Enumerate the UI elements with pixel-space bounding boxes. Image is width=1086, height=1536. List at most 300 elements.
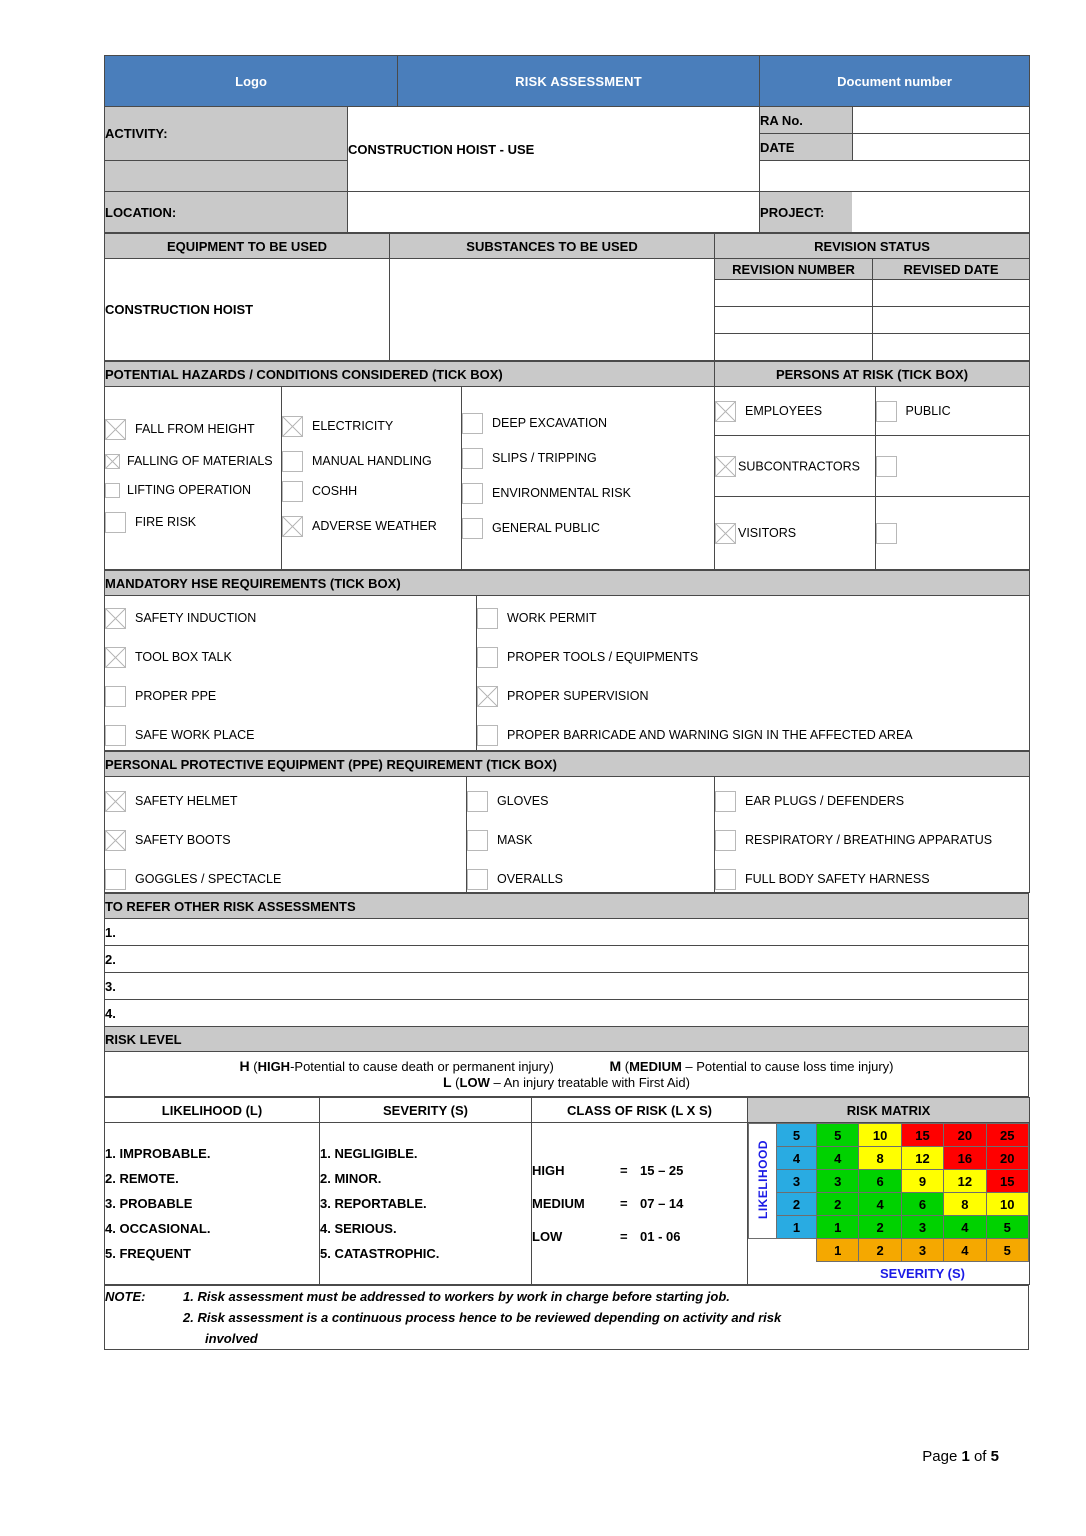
equipment-value[interactable]: CONSTRUCTION HOIST: [105, 259, 390, 361]
risk-def-medium: M (MEDIUM – Potential to cause loss time injury): [609, 1058, 894, 1074]
refer-row: [105, 919, 1029, 946]
severity-item: 2. MINOR.: [320, 1171, 382, 1186]
revised-date-value[interactable]: [873, 280, 1030, 307]
substances-value[interactable]: [390, 259, 715, 361]
refer-header-row: [105, 894, 1029, 919]
equipment-header: EQUIPMENT TO BE USED: [105, 234, 390, 259]
checkbox-checked-icon[interactable]: [105, 608, 126, 629]
person-label: EMPLOYEES: [745, 403, 823, 418]
checkbox-unchecked-icon[interactable]: [715, 869, 736, 890]
ppe-title: PERSONAL PROTECTIVE EQUIPMENT (PPE) REQUIREMENT (TICK BOX): [105, 752, 1030, 777]
likelihood-list: [105, 1123, 320, 1285]
hazard-label: LIFTING OPERATION: [127, 483, 252, 498]
class-key: LOW: [532, 1229, 563, 1244]
likelihood-axis-value: 2: [777, 1193, 817, 1216]
matrix-cell: 6: [901, 1193, 943, 1216]
checkbox-unchecked-icon[interactable]: [715, 830, 736, 851]
ppe-label: FULL BODY SAFETY HARNESS: [745, 872, 930, 886]
hse-checkbox-item[interactable]: [105, 686, 476, 707]
matrix-cell: 5: [986, 1216, 1028, 1239]
refer-row: [105, 1000, 1029, 1027]
ppe-body-row: [105, 777, 1030, 893]
person-checkbox-item[interactable]: [715, 456, 875, 477]
footer-current-page: 1: [961, 1448, 970, 1465]
document-number-header: Document number: [760, 56, 1030, 107]
checkbox-unchecked-icon[interactable]: [477, 725, 498, 746]
hazard-checkbox-item[interactable]: [462, 518, 714, 539]
severity-axis-value: 3: [901, 1239, 943, 1262]
checkbox-checked-icon[interactable]: [105, 830, 126, 851]
class-range: 01 - 06: [640, 1229, 681, 1244]
likelihood-axis-label: LIKELIHOOD: [749, 1124, 777, 1239]
ppe-checkbox-item[interactable]: [105, 830, 466, 851]
ppe-label: SAFETY BOOTS: [135, 833, 231, 847]
hse-checkbox-item[interactable]: [477, 686, 1029, 707]
project-label: PROJECT:: [760, 192, 852, 232]
scales-body-row: [105, 1123, 1030, 1285]
matrix-cell: 4: [859, 1193, 901, 1216]
person-public-cell: [875, 387, 1029, 436]
likelihood-axis-value: 4: [777, 1147, 817, 1170]
ppe-checkbox-item[interactable]: [105, 791, 466, 812]
hazard-label: ELECTRICITY: [312, 418, 394, 433]
ppe-label: GLOVES: [497, 794, 549, 808]
project-host: [760, 192, 1030, 233]
hazards-title: POTENTIAL HAZARDS / CONDITIONS CONSIDERED (TICK BOX): [105, 362, 715, 387]
ppe-checkbox-item[interactable]: [467, 869, 714, 890]
revision-number-value[interactable]: [715, 280, 873, 307]
matrix-cell: 2: [817, 1193, 859, 1216]
person-checkbox-item[interactable]: [715, 401, 875, 422]
revised-date-value[interactable]: [873, 307, 1030, 334]
hse-label: PROPER BARRICADE AND WARNING SIGN IN THE AFFECTED AREA: [507, 728, 913, 742]
revision-number-header: REVISION NUMBER: [715, 259, 873, 280]
risk-def-text: – Potential to cause loss time injury): [681, 1059, 894, 1074]
severity-item: 3. REPORTABLE.: [320, 1196, 427, 1211]
matrix-row-5: [749, 1124, 1029, 1147]
project-value[interactable]: [852, 192, 1029, 232]
class-of-risk-list: [532, 1123, 748, 1285]
class-range: 15 – 25: [640, 1163, 684, 1178]
hse-checkbox-item[interactable]: [477, 725, 1029, 746]
person-visitors-cell: [715, 497, 875, 570]
revision-number-value[interactable]: [715, 334, 873, 361]
matrix-cell: 12: [944, 1170, 986, 1193]
ra-date-spacer: [760, 161, 1030, 192]
matrix-severity-axis-row: [749, 1239, 1029, 1262]
likelihood-item: 1. IMPROBABLE.: [105, 1146, 211, 1161]
hse-label: WORK PERMIT: [507, 611, 597, 625]
checkbox-checked-icon[interactable]: [105, 419, 126, 440]
checkbox-unchecked-icon[interactable]: [876, 456, 897, 477]
note-list: [183, 1286, 983, 1349]
hazard-checkbox-item[interactable]: [105, 419, 281, 440]
footer-total-pages: 5: [990, 1448, 999, 1465]
checkbox-unchecked-icon[interactable]: [715, 791, 736, 812]
severity-axis-value: 5: [986, 1239, 1028, 1262]
checkbox-checked-icon[interactable]: [715, 401, 736, 422]
class-range: 07 – 14: [640, 1196, 684, 1211]
checkbox-unchecked-icon[interactable]: [467, 869, 488, 890]
matrix-cell: 6: [859, 1170, 901, 1193]
person-blank-cell-1: [875, 436, 1029, 497]
checkbox-unchecked-icon[interactable]: [462, 413, 483, 434]
ppe-table: [104, 751, 1030, 893]
checkbox-unchecked-icon[interactable]: [477, 608, 498, 629]
hse-body-row: [105, 596, 1030, 751]
risk-level-header-row: [105, 1027, 1029, 1052]
severity-item: 4. SERIOUS.: [320, 1221, 397, 1236]
ra-date-subtable: [760, 107, 1029, 160]
equipment-body-row: [105, 259, 1030, 280]
ra-no-row: [760, 107, 1029, 134]
refer-item-2[interactable]: 2.: [105, 946, 1029, 973]
risk-level-definitions: [105, 1052, 1029, 1097]
checkbox-checked-icon[interactable]: [282, 516, 303, 537]
activity-label-spacer: [105, 161, 348, 192]
hazard-label: COSHH: [312, 483, 358, 498]
class-key: MEDIUM: [532, 1196, 585, 1211]
matrix-cell: 12: [901, 1147, 943, 1170]
refer-table: [104, 893, 1029, 1097]
hazard-checkbox-item[interactable]: [282, 416, 461, 437]
revised-date-value[interactable]: [873, 334, 1030, 361]
matrix-row-1: [749, 1216, 1029, 1239]
risk-level-def-row: [105, 1052, 1029, 1097]
likelihood-item: 4. OCCASIONAL.: [105, 1221, 211, 1236]
risk-def-letter: L: [443, 1074, 452, 1090]
date-row: [760, 134, 1029, 161]
checkbox-checked-icon[interactable]: [477, 686, 498, 707]
risk-def-code: LOW: [459, 1075, 490, 1090]
revision-number-value[interactable]: [715, 307, 873, 334]
hse-label: PROPER SUPERVISION: [507, 689, 649, 703]
hazard-label: DEEP EXCAVATION: [492, 416, 608, 430]
matrix-severity-label-row: [749, 1262, 1029, 1285]
page-title: RISK ASSESSMENT: [398, 56, 760, 107]
activity-value[interactable]: CONSTRUCTION HOIST - USE: [348, 107, 760, 192]
ppe-label: EAR PLUGS / DEFENDERS: [745, 794, 905, 808]
revision-status-header: REVISION STATUS: [715, 234, 1030, 259]
class-eq: =: [620, 1196, 628, 1211]
checkbox-checked-icon[interactable]: [105, 454, 120, 469]
hse-table: [104, 570, 1030, 751]
footer-prefix: Page: [922, 1448, 962, 1465]
ppe-checkbox-item[interactable]: [715, 830, 1029, 851]
severity-item: 5. CATASTROPHIC.: [320, 1246, 440, 1261]
likelihood-item: 5. FREQUENT: [105, 1246, 191, 1261]
refer-title: TO REFER OTHER RISK ASSESSMENTS: [105, 894, 1029, 919]
risk-def-code: HIGH: [257, 1059, 291, 1074]
ppe-label: RESPIRATORY / BREATHING APPARATUS: [745, 833, 993, 847]
hazard-label: FALL FROM HEIGHT: [135, 421, 255, 436]
ra-date-subtable-host: [760, 107, 1030, 161]
hazard-checkbox-item[interactable]: [282, 451, 461, 472]
person-checkbox-item[interactable]: [715, 523, 875, 544]
matrix-cell: 9: [901, 1170, 943, 1193]
matrix-cell: 4: [817, 1147, 859, 1170]
page-footer: [104, 1448, 1029, 1465]
note-table: [104, 1285, 1029, 1350]
person-blank-cell-2: [875, 497, 1029, 570]
checkbox-checked-icon[interactable]: [282, 416, 303, 437]
persons-at-risk-table: [715, 387, 1029, 569]
checkbox-unchecked-icon[interactable]: [876, 401, 897, 422]
likelihood-axis-value: 3: [777, 1170, 817, 1193]
hazard-label: FIRE RISK: [135, 515, 197, 530]
checkbox-unchecked-icon[interactable]: [105, 725, 126, 746]
ppe-checkbox-item[interactable]: [467, 791, 714, 812]
ppe-column-3: [715, 777, 1030, 893]
matrix-cell: 10: [859, 1124, 901, 1147]
checkbox-unchecked-icon[interactable]: [282, 451, 303, 472]
risk-def-high: H (HIGH-Potential to cause death or permanent injury): [239, 1058, 554, 1074]
severity-axis-value: 1: [817, 1239, 859, 1262]
severity-label-spacer: [749, 1262, 777, 1285]
hse-checkbox-item[interactable]: [105, 647, 476, 668]
hazards-column-2: [282, 387, 462, 570]
likelihood-item: 2. REMOTE.: [105, 1171, 179, 1186]
matrix-cell: 4: [944, 1216, 986, 1239]
hse-checkbox-item[interactable]: [477, 647, 1029, 668]
matrix-cell: 5: [817, 1124, 859, 1147]
checkbox-unchecked-icon[interactable]: [105, 869, 126, 890]
project-row: [760, 192, 1029, 232]
person-checkbox-item[interactable]: [876, 456, 1030, 477]
location-label: LOCATION:: [105, 192, 348, 233]
ppe-column-2: [467, 777, 715, 893]
severity-list: [320, 1123, 532, 1285]
matrix-row-3: [749, 1170, 1029, 1193]
class-of-risk-header: CLASS OF RISK (L X S): [532, 1098, 748, 1123]
hse-label: SAFE WORK PLACE: [135, 728, 255, 742]
hazards-header-row: [105, 362, 1030, 387]
severity-axis-value: 4: [944, 1239, 986, 1262]
ppe-label: GOGGLES / SPECTACLE: [135, 872, 282, 886]
hazard-checkbox-item[interactable]: [105, 454, 281, 469]
matrix-cell: 8: [944, 1193, 986, 1216]
person-employees-cell: [715, 387, 875, 436]
checkbox-unchecked-icon[interactable]: [462, 518, 483, 539]
header-table: [104, 55, 1030, 233]
hse-checkbox-item[interactable]: [105, 608, 476, 629]
checkbox-unchecked-icon[interactable]: [467, 791, 488, 812]
location-row: [105, 192, 1030, 233]
ppe-label: MASK: [497, 833, 533, 847]
location-value[interactable]: [348, 192, 760, 233]
checkbox-unchecked-icon[interactable]: [462, 448, 483, 469]
person-checkbox-item[interactable]: [876, 401, 1030, 422]
activity-row: [105, 107, 1030, 161]
checkbox-unchecked-icon[interactable]: [462, 483, 483, 504]
substances-header: SUBSTANCES TO BE USED: [390, 234, 715, 259]
persons-at-risk-title: PERSONS AT RISK (TICK BOX): [715, 362, 1030, 387]
checkbox-checked-icon[interactable]: [715, 456, 736, 477]
likelihood-axis-value: 5: [777, 1124, 817, 1147]
matrix-cell: 25: [986, 1124, 1028, 1147]
hazard-checkbox-item[interactable]: [282, 481, 461, 502]
person-checkbox-item[interactable]: [876, 523, 1030, 544]
equipment-header-row: [105, 234, 1030, 259]
revised-date-header: REVISED DATE: [873, 259, 1030, 280]
checkbox-unchecked-icon[interactable]: [477, 647, 498, 668]
checkbox-unchecked-icon[interactable]: [105, 686, 126, 707]
checkbox-unchecked-icon[interactable]: [467, 830, 488, 851]
risk-def-letter: H: [239, 1058, 250, 1074]
note-item-3: involved: [205, 1331, 258, 1346]
matrix-cell: 15: [901, 1124, 943, 1147]
risk-def-text: – An injury treatable with First Aid): [489, 1075, 690, 1090]
refer-item-3[interactable]: 3.: [105, 973, 1029, 1000]
likelihood-item: 3. PROBABLE: [105, 1196, 193, 1211]
scales-table: [104, 1097, 1030, 1285]
checkbox-checked-icon[interactable]: [715, 523, 736, 544]
risk-assessment-document: [104, 55, 1029, 1350]
ppe-label: SAFETY HELMET: [135, 794, 238, 808]
hazard-label: ENVIRONMENTAL RISK: [492, 486, 631, 500]
person-subcontractors-cell: [715, 436, 875, 497]
hse-label: PROPER PPE: [135, 689, 217, 703]
date-value[interactable]: [852, 134, 1029, 161]
hse-label: PROPER TOOLS / EQUIPMENTS: [507, 650, 699, 664]
hse-checkbox-item[interactable]: [477, 608, 1029, 629]
hse-header-row: [105, 571, 1030, 596]
matrix-corner-spacer: [749, 1239, 777, 1262]
refer-row: [105, 946, 1029, 973]
likelihood-header: LIKELIHOOD (L): [105, 1098, 320, 1123]
risk-def-letter: M: [609, 1058, 622, 1074]
hazard-label: ADVERSE WEATHER: [312, 518, 437, 533]
hse-column-1: [105, 596, 477, 751]
persons-row: [715, 387, 1029, 436]
matrix-cell: 20: [944, 1124, 986, 1147]
likelihood-axis-value: 1: [777, 1216, 817, 1239]
header-row: [105, 56, 1030, 107]
hazards-column-1: [105, 387, 282, 570]
footer-middle: of: [969, 1448, 991, 1465]
checkbox-unchecked-icon[interactable]: [876, 523, 897, 544]
matrix-cell: 3: [901, 1216, 943, 1239]
project-subtable: [760, 192, 1029, 232]
hazard-checkbox-item[interactable]: [105, 483, 281, 498]
hse-checkbox-item[interactable]: [105, 725, 476, 746]
matrix-cell: 2: [859, 1216, 901, 1239]
matrix-cell: 8: [859, 1147, 901, 1170]
hazards-table: [104, 361, 1030, 570]
severity-axis-label: SEVERITY (S): [817, 1262, 1029, 1285]
ppe-checkbox-item[interactable]: [715, 869, 1029, 890]
severity-label-spacer-2: [777, 1262, 817, 1285]
note-row: [105, 1286, 1029, 1350]
date-label: DATE: [760, 134, 852, 161]
scales-header-row: [105, 1098, 1030, 1123]
note-item-2: 2. Risk assessment is a continuous process hence to be reviewed depending on activity and risk: [183, 1310, 782, 1325]
persons-row: [715, 436, 1029, 497]
hazard-label: FALLING OF MATERIALS: [127, 454, 273, 468]
checkbox-unchecked-icon[interactable]: [105, 512, 126, 533]
person-label: VISITORS: [738, 525, 797, 540]
logo-cell: Logo: [105, 56, 398, 107]
risk-matrix-title: RISK MATRIX: [748, 1098, 1030, 1123]
ppe-checkbox-item[interactable]: [467, 830, 714, 851]
matrix-row-2: [749, 1193, 1029, 1216]
ppe-label: OVERALLS: [497, 872, 564, 886]
hazard-label: SLIPS / TRIPPING: [492, 451, 597, 465]
class-row-low: [532, 1220, 747, 1253]
hazard-checkbox-item[interactable]: [462, 483, 714, 504]
refer-row: [105, 973, 1029, 1000]
matrix-cell: 10: [986, 1193, 1028, 1216]
class-eq: =: [620, 1163, 628, 1178]
person-label: SUBCONTRACTORS: [738, 459, 861, 473]
matrix-row-4: [749, 1147, 1029, 1170]
hazard-checkbox-item[interactable]: [105, 512, 281, 533]
ra-no-value[interactable]: [852, 107, 1029, 134]
hazards-body-row: [105, 387, 1030, 570]
hazard-checkbox-item[interactable]: [462, 413, 714, 434]
hse-column-2: [477, 596, 1030, 751]
ra-no-label: RA No.: [760, 107, 852, 134]
note-block: [105, 1286, 1029, 1350]
matrix-corner-spacer-2: [777, 1239, 817, 1262]
checkbox-unchecked-icon[interactable]: [105, 483, 120, 498]
severity-header: SEVERITY (S): [320, 1098, 532, 1123]
checkbox-checked-icon[interactable]: [105, 647, 126, 668]
risk-def-code: MEDIUM: [629, 1059, 682, 1074]
class-key: HIGH: [532, 1163, 565, 1178]
matrix-cell: 1: [817, 1216, 859, 1239]
checkbox-unchecked-icon[interactable]: [282, 481, 303, 502]
hazard-label: GENERAL PUBLIC: [492, 521, 600, 535]
note-item-1: 1. Risk assessment must be addressed to workers by work in charge before starting job.: [183, 1289, 730, 1304]
person-label: PUBLIC: [905, 403, 951, 418]
class-eq: =: [620, 1229, 628, 1244]
note-label: NOTE:: [105, 1289, 146, 1304]
matrix-cell: 20: [986, 1147, 1028, 1170]
equipment-table: [104, 233, 1030, 361]
ppe-header-row: [105, 752, 1030, 777]
hazard-checkbox-item[interactable]: [462, 448, 714, 469]
hazard-checkbox-item[interactable]: [282, 516, 461, 537]
severity-axis-value: 2: [859, 1239, 901, 1262]
class-row-medium: [532, 1187, 747, 1220]
hse-title: MANDATORY HSE REQUIREMENTS (TICK BOX): [105, 571, 1030, 596]
risk-level-title: RISK LEVEL: [105, 1027, 1029, 1052]
ppe-checkbox-item[interactable]: [105, 869, 466, 890]
risk-matrix-host: [748, 1123, 1030, 1285]
matrix-cell: 15: [986, 1170, 1028, 1193]
severity-item: 1. NEGLIGIBLE.: [320, 1146, 418, 1161]
refer-item-4[interactable]: 4.: [105, 1000, 1029, 1027]
hse-label: SAFETY INDUCTION: [135, 611, 257, 625]
persons-at-risk-host: [715, 387, 1030, 570]
class-row-high: [532, 1154, 747, 1187]
matrix-cell: 16: [944, 1147, 986, 1170]
hse-label: TOOL BOX TALK: [135, 650, 232, 664]
checkbox-checked-icon[interactable]: [105, 791, 126, 812]
risk-def-text: -Potential to cause death or permanent injury): [290, 1059, 554, 1074]
risk-matrix: [748, 1123, 1029, 1284]
matrix-cell: 3: [817, 1170, 859, 1193]
refer-item-1[interactable]: 1.: [105, 919, 1029, 946]
persons-row: [715, 497, 1029, 570]
hazard-label: MANUAL HANDLING: [312, 453, 432, 468]
activity-label: ACTIVITY:: [105, 107, 348, 161]
ppe-checkbox-item[interactable]: [715, 791, 1029, 812]
ppe-column-1: [105, 777, 467, 893]
risk-def-low: L (LOW – An injury treatable with First Aid): [443, 1074, 690, 1090]
hazards-column-3: [462, 387, 715, 570]
